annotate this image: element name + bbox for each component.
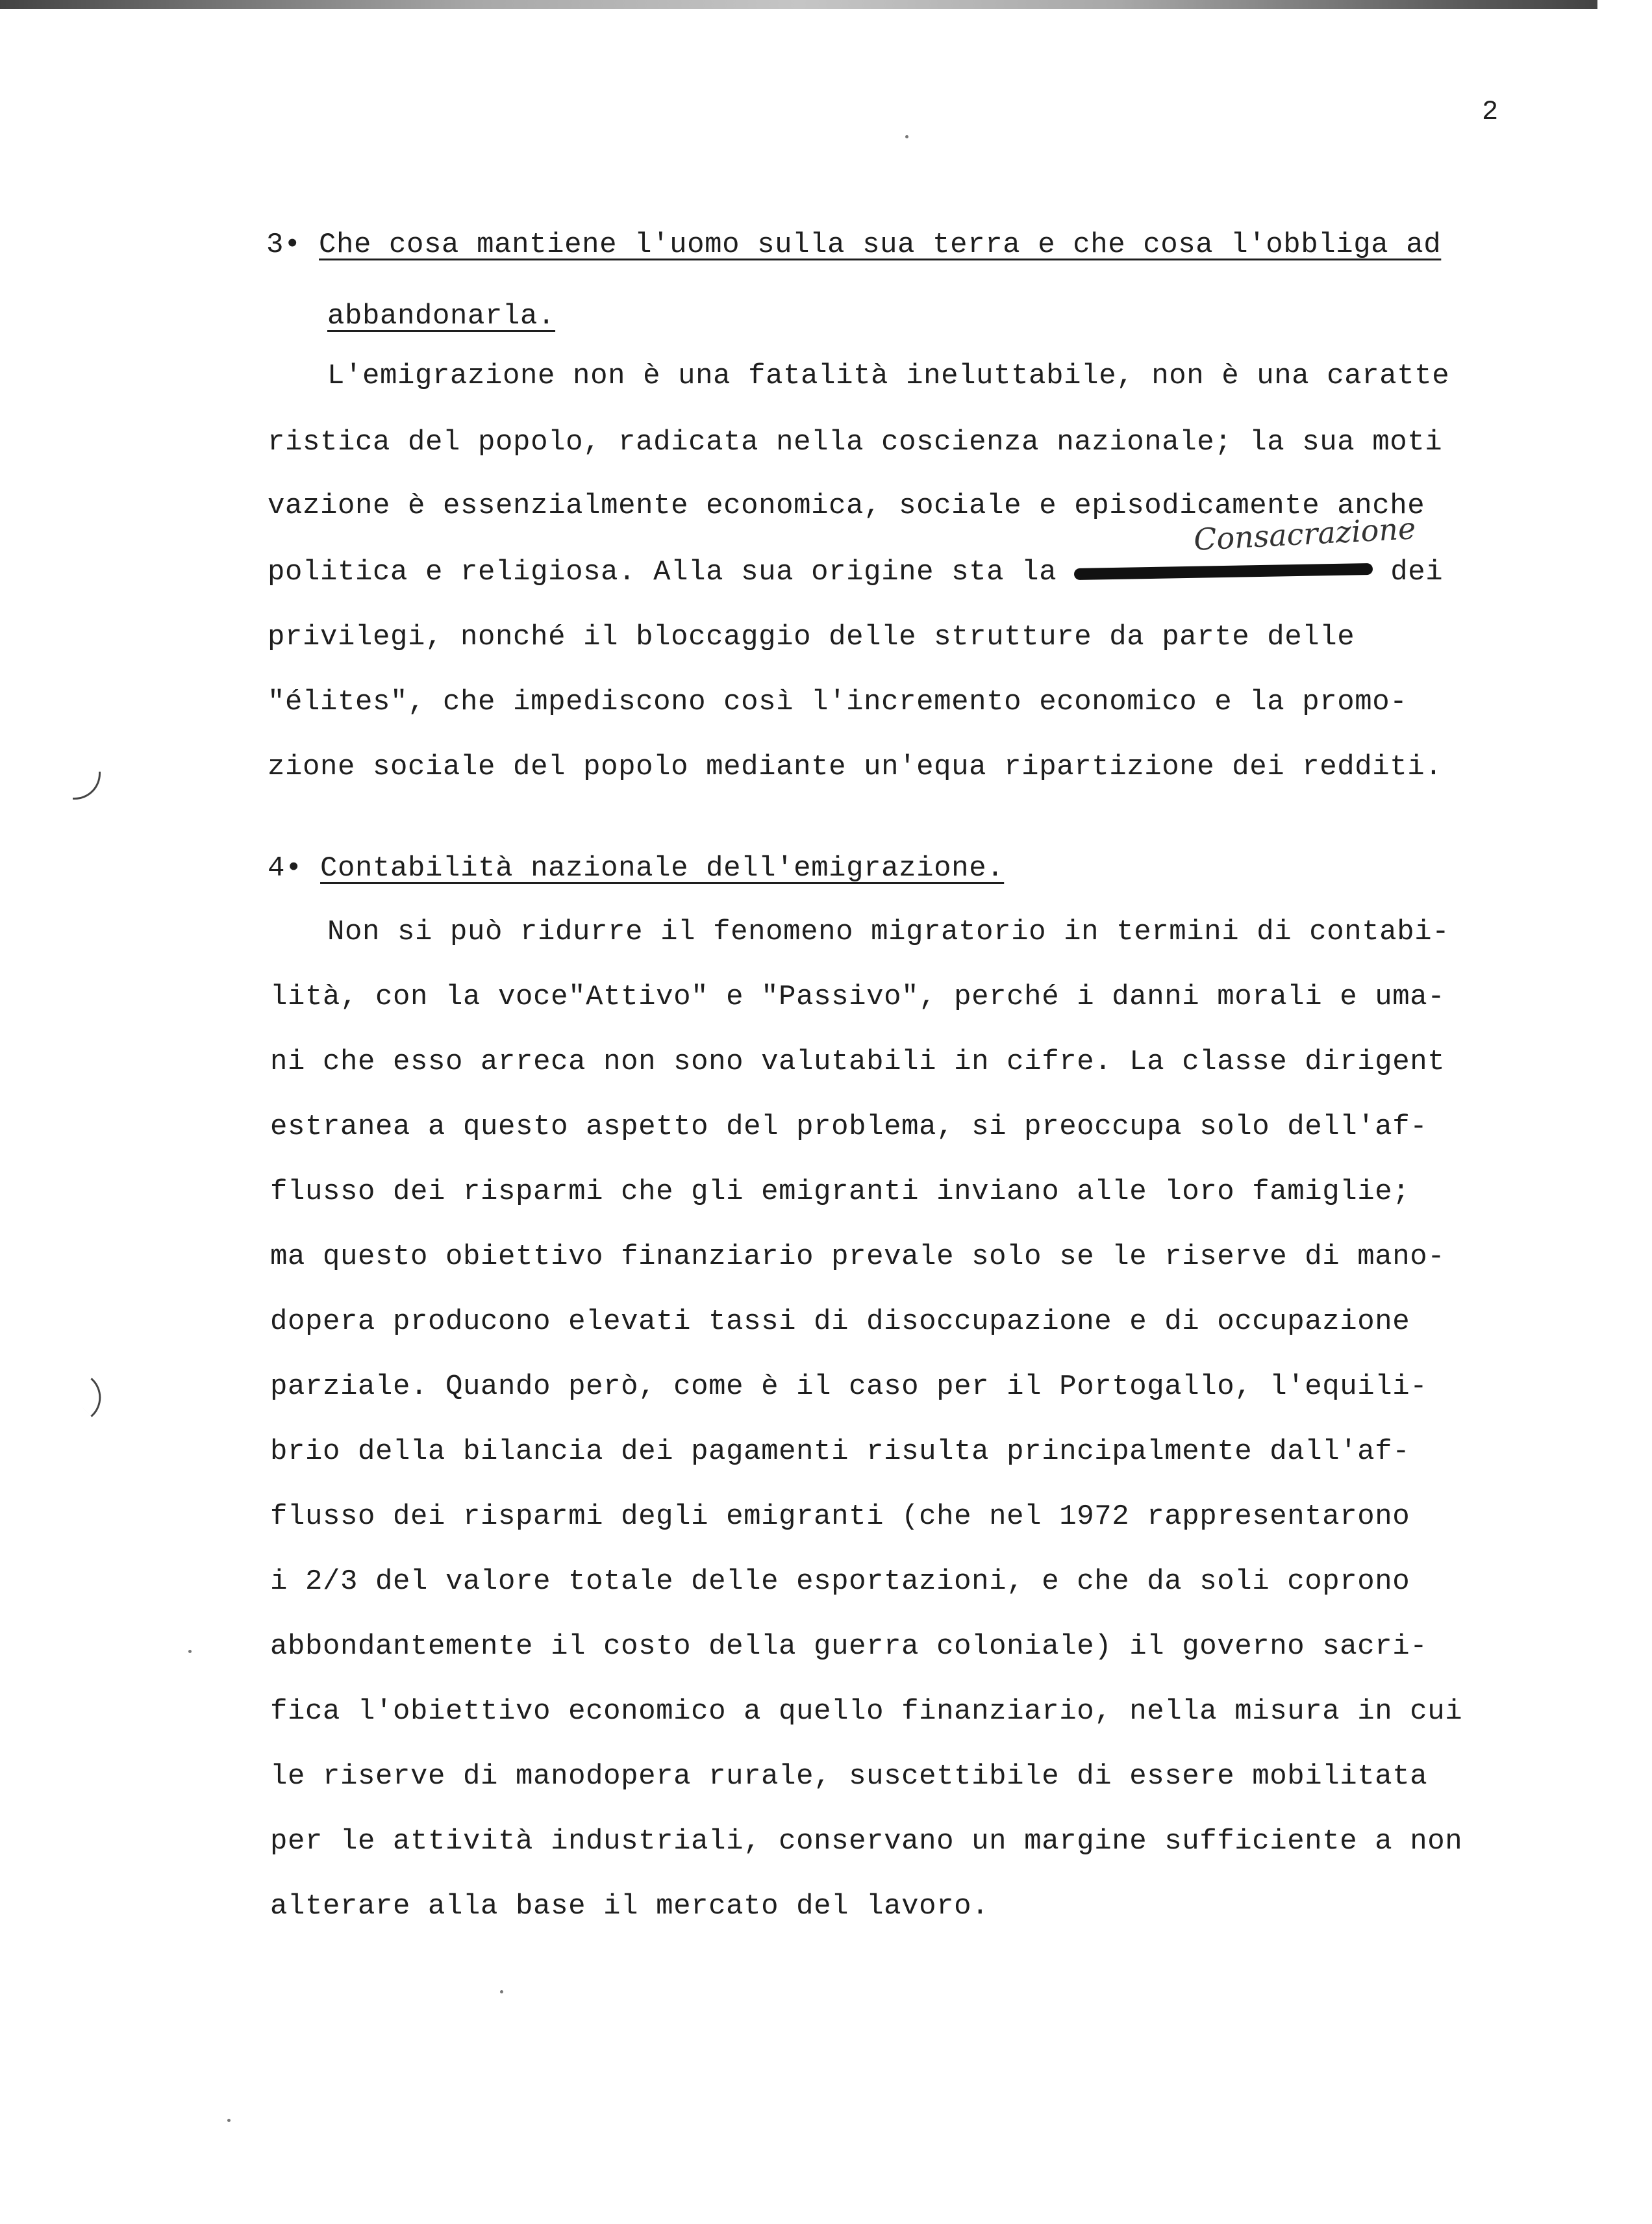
binder-hole-mark <box>73 772 101 800</box>
body-line: fica l'obiettivo economico a quello finanziario, nella misura in cui <box>270 1695 1463 1728</box>
body-line: flusso dei risparmi che gli emigranti inviano alle loro famiglie; <box>270 1176 1410 1208</box>
section3-heading-line2 <box>327 300 555 333</box>
body-line <box>268 556 1443 588</box>
body-line: L'emigrazione non è una fatalità ineluttabile, non è una caratte <box>327 360 1450 392</box>
page-number: 2 <box>1482 96 1499 127</box>
body-line: estranea a questo aspetto del problema, si preoccupa solo dell'af- <box>270 1111 1428 1143</box>
section3-heading-text-2: abbandonarla. <box>327 300 556 333</box>
body-line: brio della bilancia dei pagamenti risulta principalmente dall'af- <box>270 1435 1410 1468</box>
scan-speck <box>227 2119 231 2122</box>
body-line: ristica del popolo, radicata nella coscienza nazionale; la sua moti <box>268 426 1443 459</box>
body-line: per le attività industriali, conservano un margine sufficiente a non <box>270 1825 1463 1858</box>
body-line: abbondantemente il costo della guerra coloniale) il governo sacri- <box>270 1630 1428 1663</box>
body-line: ni che esso arreca non sono valutabili in cifre. La classe dirigent <box>270 1046 1446 1078</box>
struck-out-word <box>1074 563 1373 580</box>
line-text-pre: politica e religiosa. Alla sua origine sta la <box>268 556 1057 588</box>
body-line: i 2/3 del valore totale delle esportazioni, e che da soli coprono <box>270 1565 1410 1598</box>
section3-heading-line1 <box>266 229 1441 261</box>
body-line: lità, con la voce"Attivo" e "Passivo", perché i danni morali e uma- <box>270 981 1446 1013</box>
scan-speck <box>905 135 908 138</box>
body-line: dopera producono elevati tassi di disoccupazione e di occupazione <box>270 1306 1410 1338</box>
binder-hole-mark <box>72 1378 112 1417</box>
body-line: alterare alla base il mercato del lavoro. <box>270 1890 990 1923</box>
body-line: Non si può ridurre il fenomeno migratorio in termini di contabi- <box>327 916 1450 948</box>
line-text-post: dei <box>1390 556 1444 588</box>
scan-edge <box>0 0 1597 9</box>
scan-speck <box>500 1990 503 1993</box>
body-line: vazione è essenzialmente economica, sociale e episodicamente anche <box>268 490 1425 522</box>
body-line: parziale. Quando però, come è il caso per il Portogallo, l'equili- <box>270 1371 1428 1403</box>
section4-number: 4• <box>268 852 303 885</box>
body-line: flusso dei risparmi degli emigranti (che nel 1972 rappresentarono <box>270 1500 1410 1533</box>
handwritten-correction: Consacrazione <box>1192 511 1417 557</box>
body-line: "élites", che impediscono così l'incremento economico e la promo- <box>268 686 1408 718</box>
body-line: zione sociale del popolo mediante un'equa ripartizione dei redditi. <box>268 751 1443 783</box>
body-line: privilegi, nonché il bloccaggio delle strutture da parte delle <box>268 621 1355 653</box>
section3-heading-text: Che cosa mantiene l'uomo sulla sua terra e che cosa l'obbliga ad <box>319 229 1442 261</box>
body-line: ma questo obiettivo finanziario prevale solo se le riserve di mano- <box>270 1241 1446 1273</box>
section3-number: 3• <box>266 229 302 261</box>
section4-heading-text: Contabilità nazionale dell'emigrazione. <box>320 852 1005 885</box>
body-line: le riserve di manodopera rurale, suscettibile di essere mobilitata <box>270 1760 1428 1793</box>
section4-heading <box>268 852 1004 885</box>
scan-speck <box>188 1650 192 1653</box>
